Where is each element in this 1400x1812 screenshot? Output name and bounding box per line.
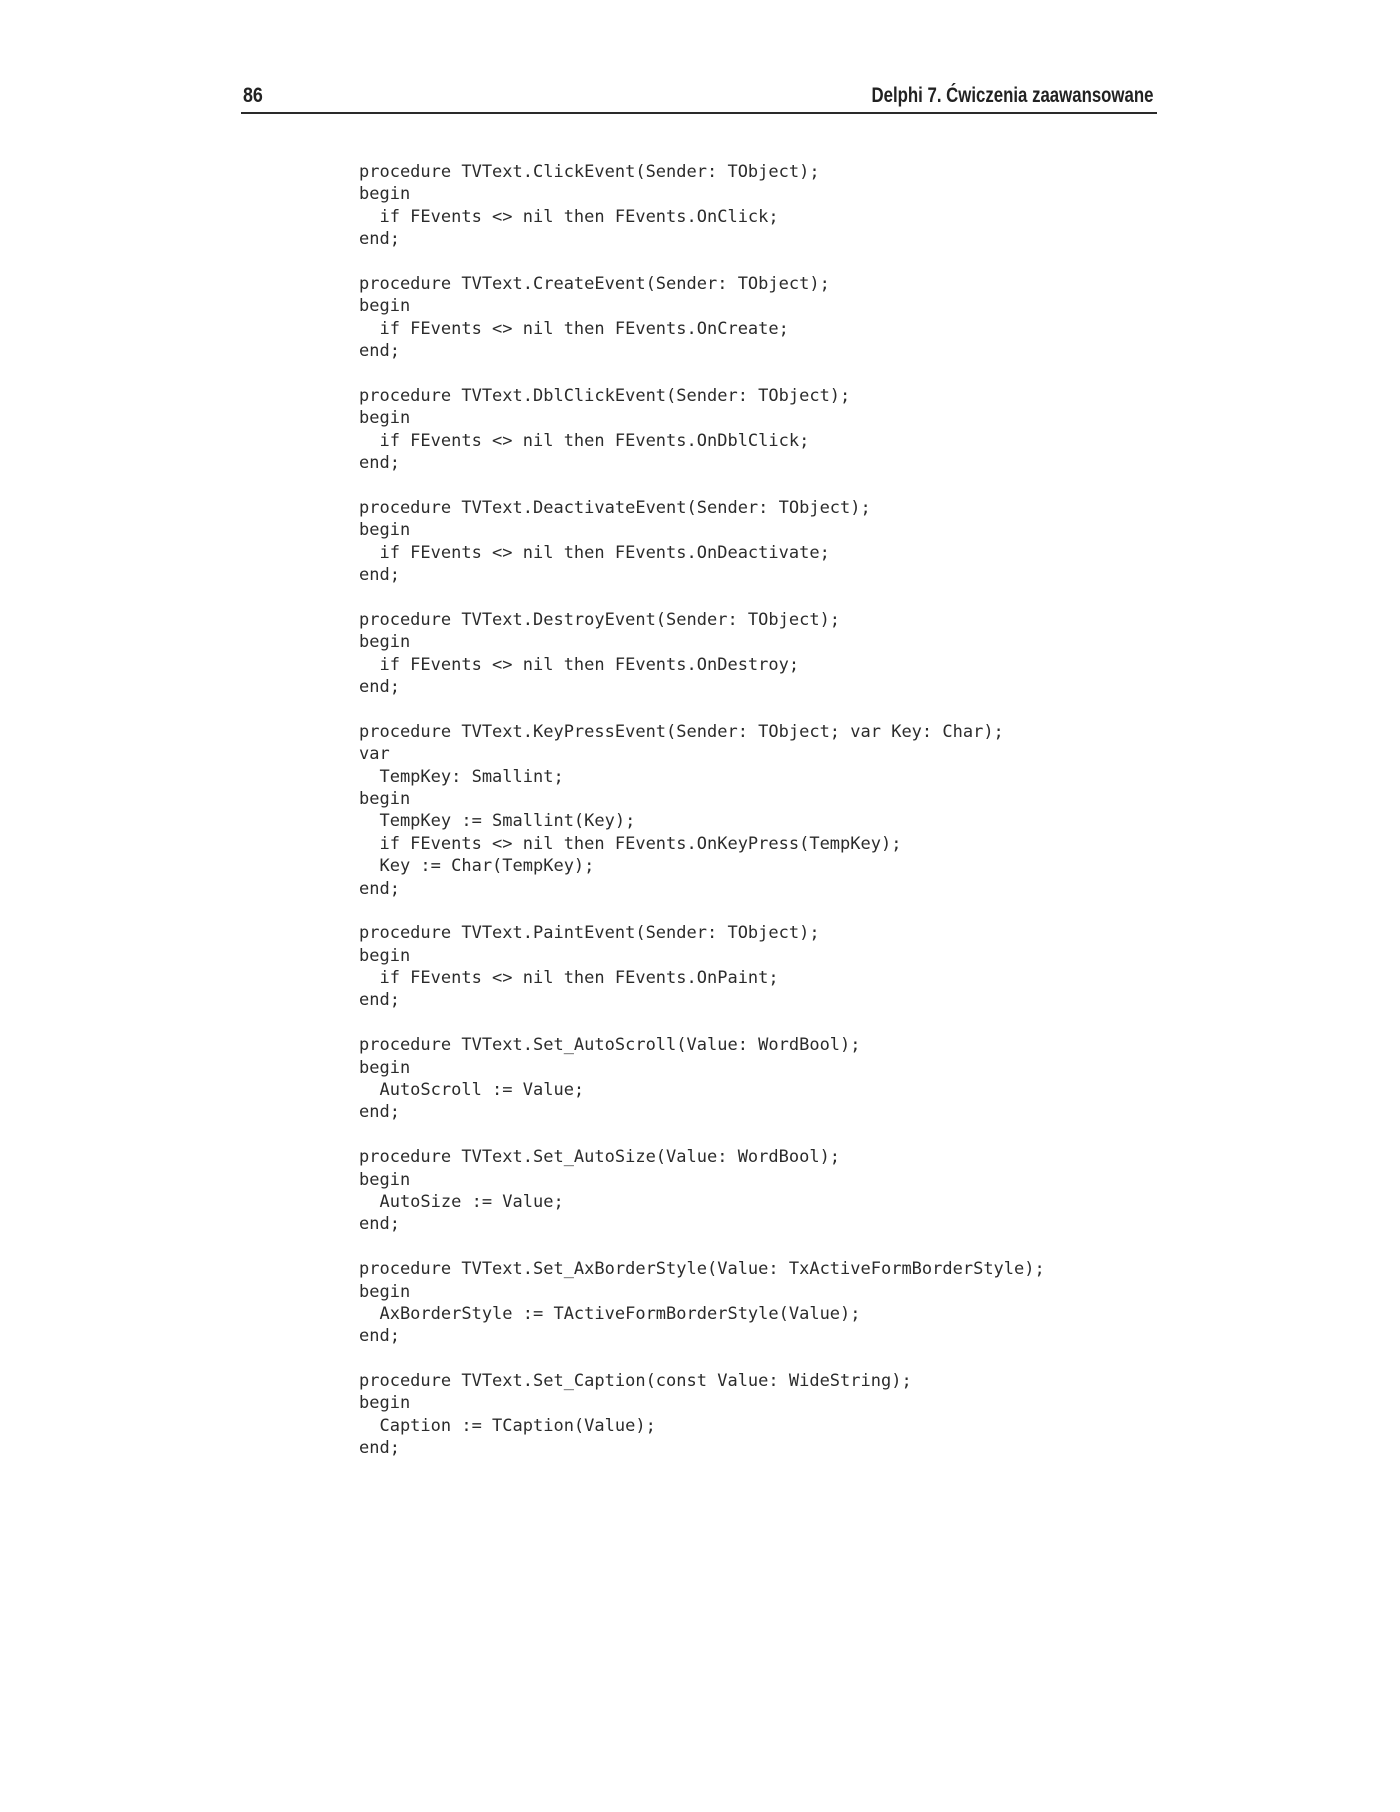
code-line: AutoSize := Value; (359, 1191, 564, 1212)
code-line: if FEvents <> nil then FEvents.OnPaint; (359, 968, 779, 989)
code-line: procedure TVText.DeactivateEvent(Sender: TObject); (359, 497, 871, 518)
code-blank-line (359, 900, 1045, 922)
code-line: if FEvents <> nil then FEvents.OnDestroy; (359, 654, 800, 675)
code-line: Key := Char(TempKey); (359, 856, 595, 877)
page-number: 86 (243, 84, 263, 107)
code-line: procedure TVText.Set_AutoSize(Value: WordBool); (359, 1147, 841, 1168)
code-line: begin (359, 945, 411, 966)
code-line: end; (359, 229, 400, 250)
code-blank-line (359, 1012, 1045, 1034)
code-line: procedure TVText.PaintEvent(Sender: TObject); (359, 923, 820, 944)
code-line: begin (359, 1281, 411, 1302)
code-line: end; (359, 878, 400, 899)
code-line: procedure TVText.Set_AutoScroll(Value: WordBool); (359, 1035, 861, 1056)
code-line: end; (359, 341, 400, 362)
code-blank-line (359, 251, 1045, 273)
code-line: procedure TVText.DblClickEvent(Sender: TObject); (359, 385, 851, 406)
code-line: end; (359, 1438, 400, 1459)
code-line: if FEvents <> nil then FEvents.OnCreate; (359, 318, 789, 339)
code-line: end; (359, 676, 400, 697)
code-line: TempKey: Smallint; (359, 766, 564, 787)
code-blank-line (359, 363, 1045, 385)
code-line: begin (359, 632, 411, 653)
code-blank-line (359, 1124, 1045, 1146)
code-line: end; (359, 453, 400, 474)
code-line: if FEvents <> nil then FEvents.OnClick; (359, 206, 779, 227)
code-blank-line (359, 474, 1045, 496)
code-line: procedure TVText.ClickEvent(Sender: TObject); (359, 162, 820, 182)
code-line: begin (359, 408, 411, 429)
code-line: end; (359, 1326, 400, 1347)
code-line: begin (359, 184, 411, 205)
code-line: begin (359, 1169, 411, 1190)
code-line: end; (359, 1102, 400, 1123)
code-line: Caption := TCaption(Value); (359, 1415, 656, 1436)
code-blank-line (359, 698, 1045, 720)
code-line: procedure TVText.CreateEvent(Sender: TObject); (359, 273, 830, 294)
code-line: end; (359, 1214, 400, 1235)
code-line: end; (359, 990, 400, 1011)
code-line: procedure TVText.Set_AxBorderStyle(Value: TxActiveFormBorderStyle); (359, 1259, 1045, 1280)
code-line: begin (359, 1057, 411, 1078)
code-line: begin (359, 788, 411, 809)
code-line: procedure TVText.KeyPressEvent(Sender: TObject; var Key: Char); (359, 721, 1004, 742)
code-line: procedure TVText.DestroyEvent(Sender: TObject); (359, 609, 841, 630)
code-line: procedure TVText.Set_Caption(const Value: WideString); (359, 1371, 912, 1392)
code-line: begin (359, 296, 411, 317)
code-line: if FEvents <> nil then FEvents.OnKeyPress(TempKey); (359, 833, 902, 854)
code-blank-line (359, 1236, 1045, 1258)
code-line: TempKey := Smallint(Key); (359, 811, 636, 832)
running-header (241, 82, 1157, 114)
book-title: Delphi 7. Ćwiczenia zaawansowane (871, 84, 1153, 107)
code-blank-line (359, 1348, 1045, 1370)
code-line: end; (359, 565, 400, 586)
code-line: begin (359, 520, 411, 541)
code-line: begin (359, 1393, 411, 1414)
code-line: AxBorderStyle := TActiveFormBorderStyle(Value); (359, 1303, 861, 1324)
code-listing (359, 161, 1045, 1460)
code-line: if FEvents <> nil then FEvents.OnDeactivate; (359, 542, 830, 563)
code-blank-line (359, 586, 1045, 608)
code-line: AutoScroll := Value; (359, 1080, 585, 1101)
code-line: var (359, 744, 390, 765)
code-line: if FEvents <> nil then FEvents.OnDblClick; (359, 430, 810, 451)
